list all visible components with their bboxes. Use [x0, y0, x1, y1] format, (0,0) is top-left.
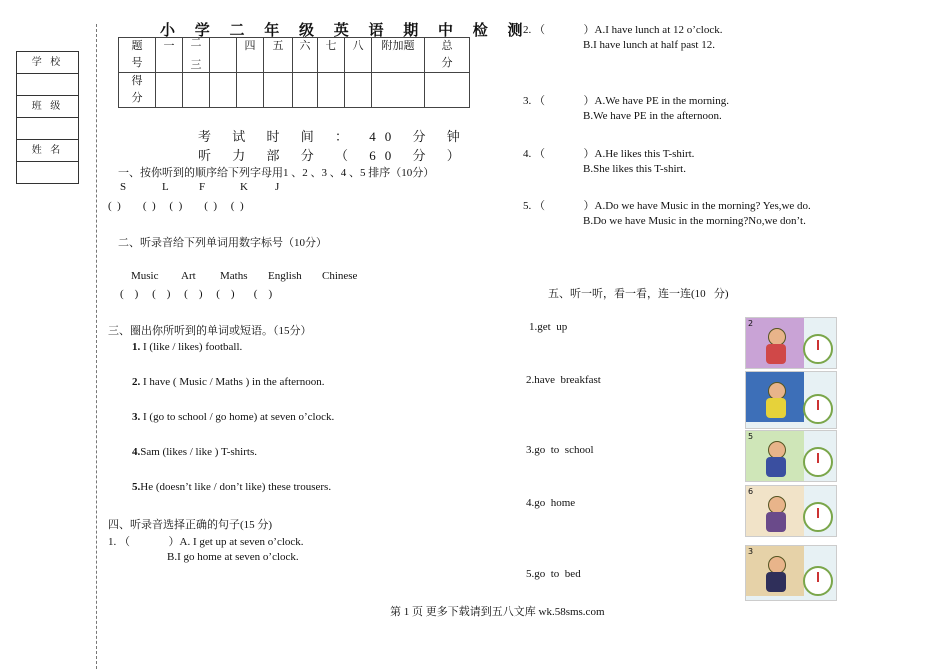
letter-f: F — [199, 181, 206, 193]
picture-have-breakfast[interactable] — [745, 371, 837, 429]
score-header-cell: 五 — [264, 38, 293, 73]
s3-text: I have ( Music / Maths ) in the afternoon. — [140, 376, 325, 388]
score-cell[interactable] — [372, 73, 425, 108]
s3-text: He (doesn’t like / don’t like) these trousers. — [140, 481, 332, 493]
score-header-cell: 二 三 — [183, 38, 210, 73]
score-cell[interactable] — [264, 73, 293, 108]
s4-q1-b: B.I go home at seven o’clock. — [167, 551, 299, 563]
section2-blanks[interactable]: ( ) ( ) ( ) ( ) ( ) — [120, 288, 273, 300]
listening-part: 听 力 部 分 （ 60 分 ） — [198, 148, 469, 163]
binding-line — [96, 24, 97, 669]
word-maths: Maths — [220, 270, 248, 282]
name-field[interactable] — [17, 162, 78, 183]
section3-title: 三、圈出你所听到的单词或短语。（15分） — [108, 325, 312, 337]
s3-item-3 — [132, 411, 334, 423]
score-header-cell — [210, 38, 237, 73]
score-cell[interactable] — [156, 73, 183, 108]
score-header-cell: 一 — [156, 38, 183, 73]
s5-item-5: 5.go to bed — [526, 568, 581, 580]
score-header-cell: 四 — [237, 38, 264, 73]
s3-num: 3. — [132, 411, 141, 423]
student-info-box — [16, 51, 79, 184]
s3-num: 2. — [132, 376, 141, 388]
picture-go-home[interactable] — [745, 485, 837, 537]
section5-title: 五、听一听，看一看，连一连(10 分) — [548, 288, 729, 300]
word-art: Art — [181, 270, 196, 282]
section1-blanks[interactable]: ( ) ( ) ( ) ( ) ( ) — [108, 200, 244, 212]
page-footer: 第 1 页 更多下载请到五八文库 wk.58sms.com — [390, 606, 605, 618]
section4-title: 四、听录音选择正确的句子(15 分) — [108, 519, 273, 531]
s4-q3-a: 3. （ ）A.We have PE in the morning. — [523, 95, 729, 107]
s4-q4-b: B.She likes this T-shirt. — [583, 163, 686, 175]
s5-item-4: 4.go home — [526, 497, 576, 509]
letter-k: K — [240, 181, 248, 193]
class-label: 班 级 — [17, 96, 78, 118]
s5-item-1: 1.get up — [529, 321, 568, 333]
s3-text: Sam (likes / like ) T-shirts. — [140, 446, 257, 458]
score-header-cell: 题 号 — [119, 38, 156, 73]
s3-item-1 — [132, 341, 242, 353]
class-field[interactable] — [17, 118, 78, 140]
clock-icon — [803, 334, 833, 364]
s3-item-4 — [132, 446, 257, 458]
score-cell[interactable] — [293, 73, 318, 108]
section2-title: 二、听录音给下列单词用数字标号（10分） — [118, 237, 327, 249]
s3-item-2 — [132, 376, 324, 388]
s4-q1-a: 1. （ ）A. I get up at seven o’clock. — [108, 536, 304, 548]
s4-q2-b: B.I have lunch at half past 12. — [583, 39, 715, 51]
s5-item-3: 3.go to school — [526, 444, 594, 456]
s4-q3-b: B.We have PE in the afternoon. — [583, 110, 722, 122]
s4-q4-a: 4. （ ）A.He likes this T-shirt. — [523, 148, 695, 160]
clock-icon — [803, 502, 833, 532]
pic-number: 3 — [748, 547, 754, 556]
score-cell[interactable] — [345, 73, 372, 108]
s3-item-5 — [132, 481, 331, 493]
word-english: English — [268, 270, 302, 282]
clock-icon — [803, 566, 833, 596]
word-chinese: Chinese — [322, 270, 358, 282]
name-label: 姓 名 — [17, 140, 78, 162]
score-cell[interactable] — [183, 73, 210, 108]
s5-item-2: 2.have breakfast — [526, 374, 601, 386]
picture-go-to-bed[interactable] — [745, 545, 837, 601]
score-cell[interactable] — [237, 73, 264, 108]
s3-text: I (like / likes) football. — [140, 341, 243, 353]
school-label: 学 校 — [17, 52, 78, 74]
score-row-label: 得 分 — [119, 73, 156, 108]
letter-l: L — [162, 181, 169, 193]
score-header-cell: 六 — [293, 38, 318, 73]
clock-icon — [803, 394, 833, 424]
school-field[interactable] — [17, 74, 78, 96]
s3-num: 1. — [132, 341, 141, 353]
exam-time: 考 试 时 间 ： 40 分 钟 — [198, 129, 469, 144]
s4-q2-a: 2. （ ）A.I have lunch at 12 o’clock. — [523, 24, 723, 36]
page-title: 小 学 二 年 级 英 语 期 中 检 测 — [160, 23, 531, 39]
letter-j: J — [275, 181, 280, 193]
score-cell[interactable] — [425, 73, 470, 108]
s3-num: 5. — [132, 481, 141, 493]
pic-number: 6 — [748, 487, 754, 496]
s4-q5-b: B.Do we have Music in the morning?No,we don’t. — [583, 215, 806, 227]
letter-s: S — [120, 181, 127, 193]
score-cell[interactable] — [318, 73, 345, 108]
section1-title: 一、按你听到的顺序给下列字母用1 、2 、3 、4 、5 排序（10分） — [118, 167, 435, 179]
pic-number: 2 — [748, 319, 754, 328]
score-header-cell: 附加题 — [372, 38, 425, 73]
score-header-cell: 八 — [345, 38, 372, 73]
s4-q5-a: 5. （ ）A.Do we have Music in the morning? Yes,we do. — [523, 200, 811, 212]
word-music: Music — [131, 270, 159, 282]
s3-num: 4. — [132, 446, 141, 458]
score-header-cell: 总 分 — [425, 38, 470, 73]
clock-icon — [803, 447, 833, 477]
pic-number: 5 — [748, 432, 754, 441]
score-header-cell: 七 — [318, 38, 345, 73]
picture-get-up[interactable] — [745, 317, 837, 369]
score-table — [118, 37, 470, 108]
score-cell[interactable] — [210, 73, 237, 108]
picture-go-to-school[interactable] — [745, 430, 837, 482]
s3-text: I (go to school / go home) at seven o’clock. — [140, 411, 335, 423]
